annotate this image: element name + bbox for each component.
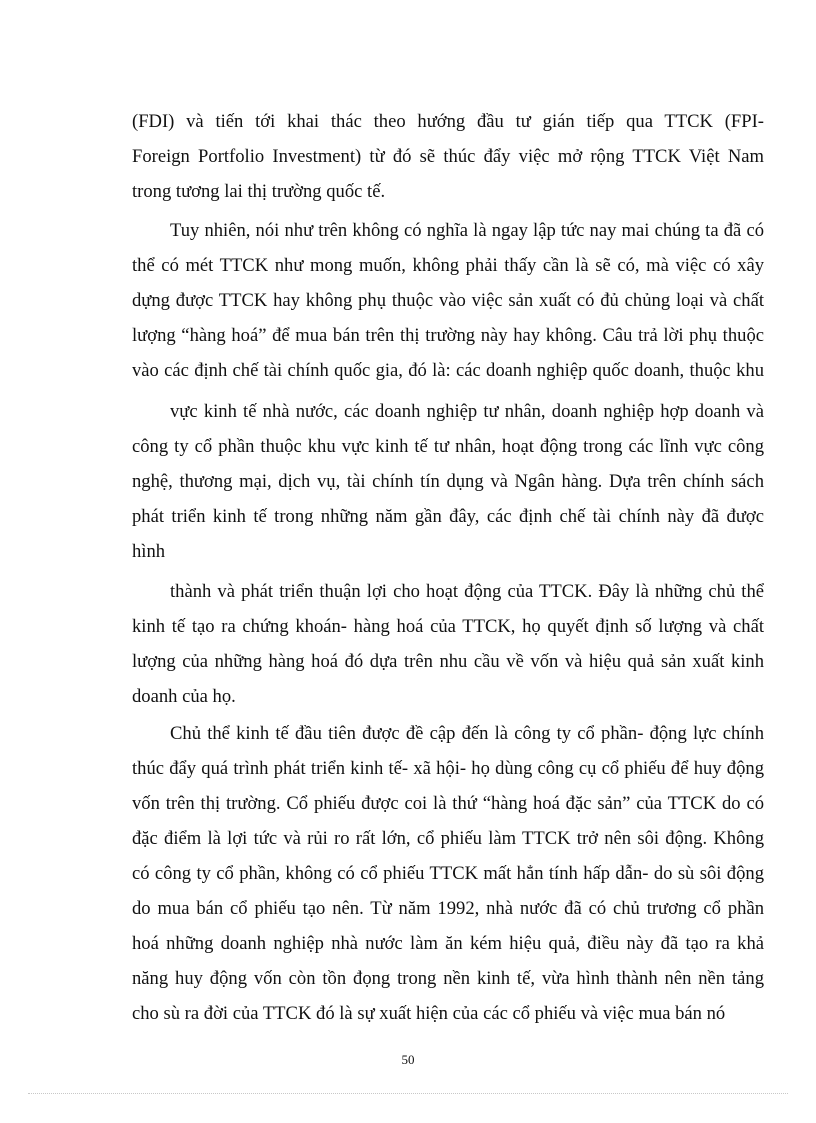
text-line: lượng của những hàng hoá đó dựa trên nhu cầu về vốn và hiệu quả sản xuất kinh <box>132 651 764 672</box>
text-line: có công ty cổ phần, không có cổ phiếu TTCK mất hẳn tính hấp dẫn- do sù sôi động <box>132 863 764 884</box>
text-line: (FDI) và tiến tới khai thác theo hướng đầu tư gián tiếp qua TTCK (FPI- <box>132 111 764 132</box>
text-line: công ty cổ phần thuộc khu vực kinh tế tư nhân, hoạt động trong các lĩnh vực công <box>132 436 764 457</box>
text-line: thành và phát triển thuận lợi cho hoạt động của TTCK. Đây là những chủ thể <box>170 581 764 602</box>
page-number: 50 <box>401 1052 415 1067</box>
text-line: thể có mét TTCK như mong muốn, không phải thấy cần là sẽ có, mà việc có xây <box>132 255 764 276</box>
text-line: vào các định chế tài chính quốc gia, đó là: các doanh nghiệp quốc doanh, thuộc khu <box>132 360 764 381</box>
text-line: hoá những doanh nghiệp nhà nước làm ăn kém hiệu quả, điều này đã tạo ra khả <box>132 933 764 954</box>
text-line: phát triển kinh tế trong những năm gần đây, các định chế tài chính này đã được <box>132 506 764 527</box>
text-line: Tuy nhiên, nói như trên không có nghĩa là ngay lập tức nay mai chúng ta đã có <box>170 220 764 241</box>
text-line: trong tương lai thị trường quốc tế. <box>132 181 386 202</box>
text-line: cho sù ra đời của TTCK đó là sự xuất hiện của các cổ phiếu và việc mua bán nó <box>132 1003 726 1024</box>
footer-divider <box>28 1093 788 1094</box>
text-line: doanh của họ. <box>132 686 236 707</box>
text-line: dựng được TTCK hay không phụ thuộc vào việc sản xuất có đủ chủng loại và chất <box>132 290 764 311</box>
text-line: kinh tế tạo ra chứng khoán- hàng hoá của TTCK, họ quyết định số lượng và chất <box>132 616 764 637</box>
text-line: lượng “hàng hoá” để mua bán trên thị trường này hay không. Câu trả lời phụ thuộc <box>132 325 764 346</box>
text-line: năng huy động vốn còn tồn đọng trong nền kinh tế, vừa hình thành nên nền tảng <box>132 968 764 989</box>
text-line: vốn trên thị trường. Cổ phiếu được coi là thứ “hàng hoá đặc sản” của TTCK do có <box>132 793 764 814</box>
text-line: đặc điểm là lợi tức và rủi ro rất lớn, cổ phiếu làm TTCK trở nên sôi động. Không <box>132 828 764 849</box>
text-line: Foreign Portfolio Investment) từ đó sẽ thúc đẩy việc mở rộng TTCK Việt Nam <box>132 146 764 167</box>
text-line: nghệ, thương mại, dịch vụ, tài chính tín dụng và Ngân hàng. Dựa trên chính sách <box>132 471 764 492</box>
text-line: Chủ thể kinh tế đầu tiên được đề cập đến là công ty cổ phần- động lực chính <box>170 723 764 744</box>
text-line: thúc đẩy quá trình phát triển kinh tế- xã hội- họ dùng công cụ cổ phiếu để huy động <box>132 758 764 779</box>
text-line: hình <box>132 541 166 562</box>
text-line: vực kinh tế nhà nước, các doanh nghiệp tư nhân, doanh nghiệp hợp doanh và <box>170 401 764 422</box>
text-line: do mua bán cổ phiếu tạo nên. Từ năm 1992, nhà nước đã có chủ trương cổ phần <box>132 898 764 919</box>
